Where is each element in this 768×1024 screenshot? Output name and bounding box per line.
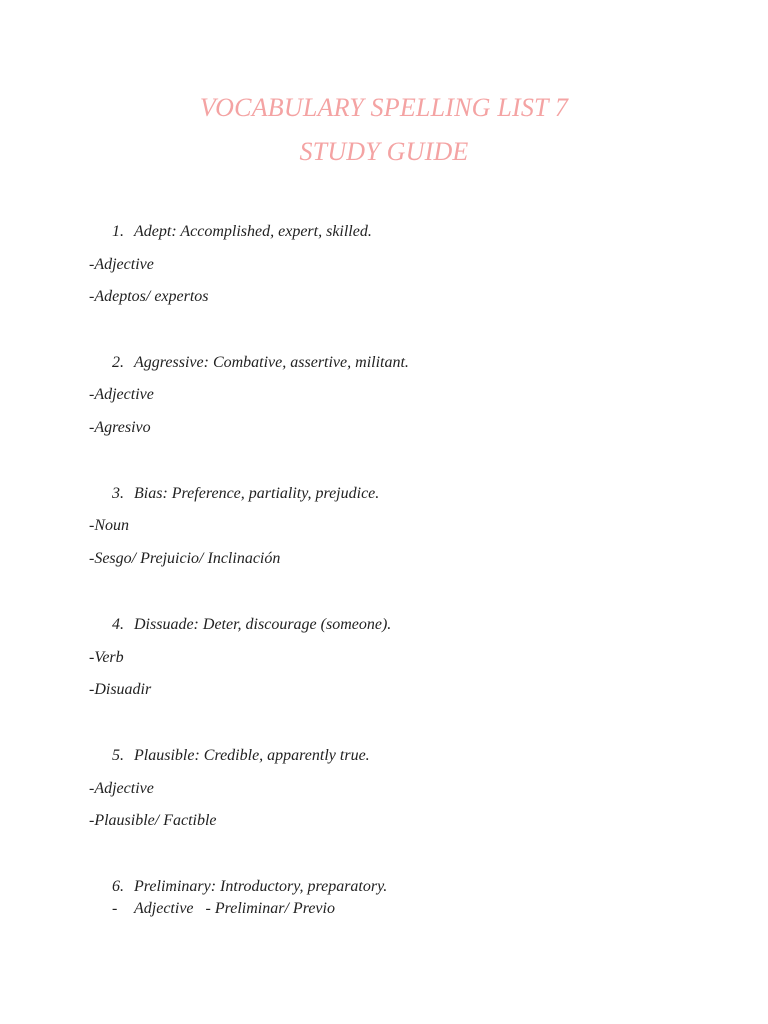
list-item-definition: Adept: Accomplished, expert, skilled.	[134, 223, 372, 240]
list-item-number: 1.	[112, 223, 124, 240]
list-item-5	[112, 746, 370, 766]
list-item-6-translation: - Preliminar/ Previo	[205, 900, 335, 917]
list-item-number: 5.	[112, 747, 124, 764]
list-item-3-translation: -Sesgo/ Prejuicio/ Inclinación	[89, 550, 281, 567]
page-title: VOCABULARY SPELLING LIST 7	[199, 93, 569, 122]
list-item-number: 4.	[112, 616, 124, 633]
list-item-number: 6.	[112, 878, 124, 895]
list-item-definition: Aggressive: Combative, assertive, militant.	[134, 354, 409, 371]
list-item-definition: Bias: Preference, partiality, prejudice.	[134, 485, 380, 502]
list-item-4	[112, 615, 391, 635]
list-item-definition: Dissuade: Deter, discourage (someone).	[134, 616, 392, 633]
list-item-3	[112, 484, 379, 504]
list-item-1-part-of-speech: -Adjective	[89, 256, 154, 273]
list-item-1	[112, 222, 372, 242]
list-item-4-translation: -Disuadir	[89, 681, 152, 698]
list-item-number: 2.	[112, 354, 124, 371]
list-item-3-part-of-speech: -Noun	[89, 517, 129, 534]
list-item-6-details	[112, 899, 335, 919]
page-subtitle: STUDY GUIDE	[299, 137, 469, 166]
list-item-2-part-of-speech: -Adjective	[89, 386, 154, 403]
list-item-5-part-of-speech: -Adjective	[89, 780, 154, 797]
list-item-5-translation: -Plausible/ Factible	[89, 812, 217, 829]
list-item-4-part-of-speech: -Verb	[89, 649, 124, 666]
list-item-6-part-of-speech: Adjective	[134, 900, 194, 917]
list-item-6	[112, 877, 387, 897]
list-item-number: 3.	[112, 485, 124, 502]
list-item-1-translation: -Adeptos/ expertos	[89, 288, 209, 305]
list-item-2-translation: -Agresivo	[89, 419, 151, 436]
list-item-definition: Preliminary: Introductory, preparatory.	[134, 878, 388, 895]
list-item-2	[112, 353, 409, 373]
list-item-definition: Plausible: Credible, apparently true.	[134, 747, 370, 764]
bullet-dash: -	[112, 900, 118, 917]
